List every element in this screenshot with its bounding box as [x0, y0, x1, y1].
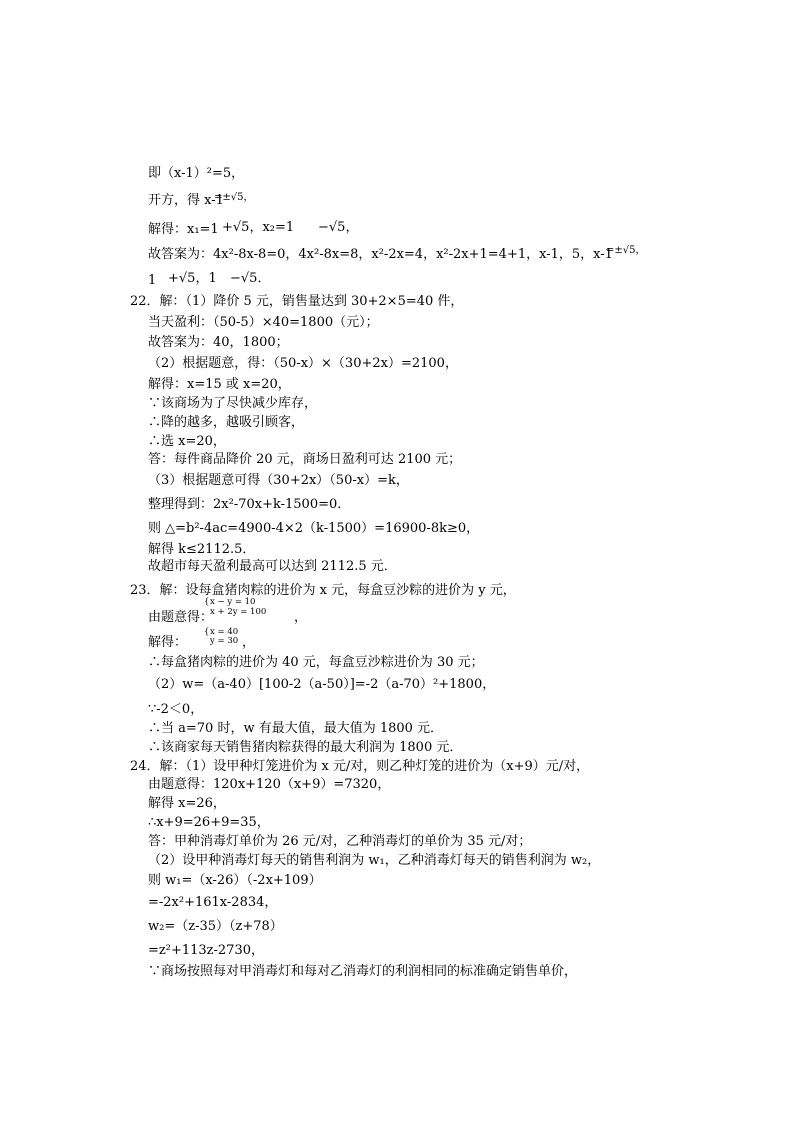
text-line: 开方，得 x-1 [148, 193, 224, 208]
text-line: 则 w₁=（x-26）（-2x+109） [148, 873, 322, 888]
equation-system-brace: { [204, 597, 210, 607]
text-line: 故答案为：4x²-8x-8=0，4x²-8x=8，x²-2x=4，x²-2x+1=4+1，x-1，5，x-1 [148, 247, 613, 262]
problem-22-heading: 22．解：（1）降价 5 元，销售量达到 30+2×5=40 件， [130, 294, 464, 309]
text-line: ∴当 a=70 时，w 有最大值，最大值为 1800 元． [148, 721, 444, 736]
punctuation: ， [242, 635, 256, 650]
problem-24-heading: 24．解：（1）设甲种灯笼进价为 x 元/对，则乙种灯笼的进价为（x+9）元/对， [130, 759, 590, 774]
text-line: ∴每盒猪肉粽的进价为 40 元，每盒豆沙粽进价为 30 元； [148, 655, 484, 670]
solution-system-brace: { [204, 627, 210, 637]
text-line: 故超市每天盈利最高可以达到 2112.5 元． [148, 559, 397, 574]
text-line: ∴降的越多，越吸引顾客， [148, 415, 305, 430]
text-line: ∵-2＜0， [148, 702, 204, 717]
text-line: （2）设甲种消毒灯每天的销售利润为 w₁，乙种消毒灯每天的销售利润为 w₂， [148, 853, 601, 868]
text-line: 解得： [148, 635, 188, 650]
sqrt-formula: =±√5， [606, 245, 646, 256]
sqrt-formula: +√5，1 [168, 271, 217, 286]
text-line: 答：每件商品降价 20 元，商场日盈利可达 2100 元； [148, 452, 462, 467]
text-line: 则 △=b²-4ac=4900-4×2（k-1500）=16900-8k≥0， [148, 521, 480, 536]
text-line: （2）根据题意，得：（50-x）×（30+2x）=2100， [148, 356, 458, 371]
text-line: =z²+113z-2730， [148, 943, 264, 958]
text-line: 解得：x₁=1 [148, 222, 219, 237]
text-line: 解得 k≤2112.5． [148, 542, 256, 557]
text-line: ∴选 x=20， [148, 434, 226, 449]
text-line: 故答案为：40，1800； [148, 335, 289, 350]
text-line: 由题意得： [148, 610, 214, 625]
sqrt-formula: =±√5， [214, 192, 254, 203]
solution-row: y = 30 [210, 636, 239, 646]
text-line: （3）根据题意可得（30+2x）（50-x）=k， [148, 473, 409, 488]
text-line: 当天盈利：（50-5）×40=1800（元）； [148, 315, 379, 330]
text-line: w₂=（z-35）（z+78） [148, 919, 283, 934]
text-line: 答：甲种消毒灯单价为 26 元/对，乙种消毒灯的单价为 35 元/对； [148, 834, 532, 849]
text-line: ∴x+9=26+9=35， [148, 815, 270, 830]
text-line: =-2x²+161x-2834， [148, 895, 278, 910]
solution-row: x = 40 [210, 627, 239, 637]
text-line: 解得：x=15 或 x=20， [148, 377, 291, 392]
text-line: 1 [148, 273, 157, 288]
text-line: 即（x-1）²=5， [148, 166, 245, 181]
equation-row: x + 2y = 100 [210, 607, 267, 617]
text-line: ∵该商场为了尽快减少库存， [148, 396, 318, 411]
text-line: ∴该商家每天销售猪肉粽获得的最大利润为 1800 元． [148, 740, 463, 755]
sqrt-formula: −√5． [230, 271, 271, 286]
text-line: 由题意得：120x+120（x+9）=7320， [148, 777, 391, 792]
punctuation: ， [294, 610, 308, 625]
problem-23-heading: 23．解：设每盒猪肉粽的进价为 x 元，每盒豆沙粽的进价为 y 元， [130, 583, 516, 598]
text-line: ∵商场按照每对甲消毒灯和每对乙消毒灯的利润相同的标准确定销售单价， [148, 964, 578, 979]
text-line: （2）w=（a-40）[100-2（a-50）]=-2（a-70）²+1800， [148, 677, 496, 692]
text-line: 整理得到：2x²-70x+k-1500=0． [148, 497, 351, 512]
equation-row: x − y = 10 [210, 597, 256, 607]
text-line: 解得 x=26， [148, 796, 226, 811]
sqrt-formula: −√5， [318, 220, 359, 235]
sqrt-formula: +√5，x₂=1 [222, 220, 295, 235]
